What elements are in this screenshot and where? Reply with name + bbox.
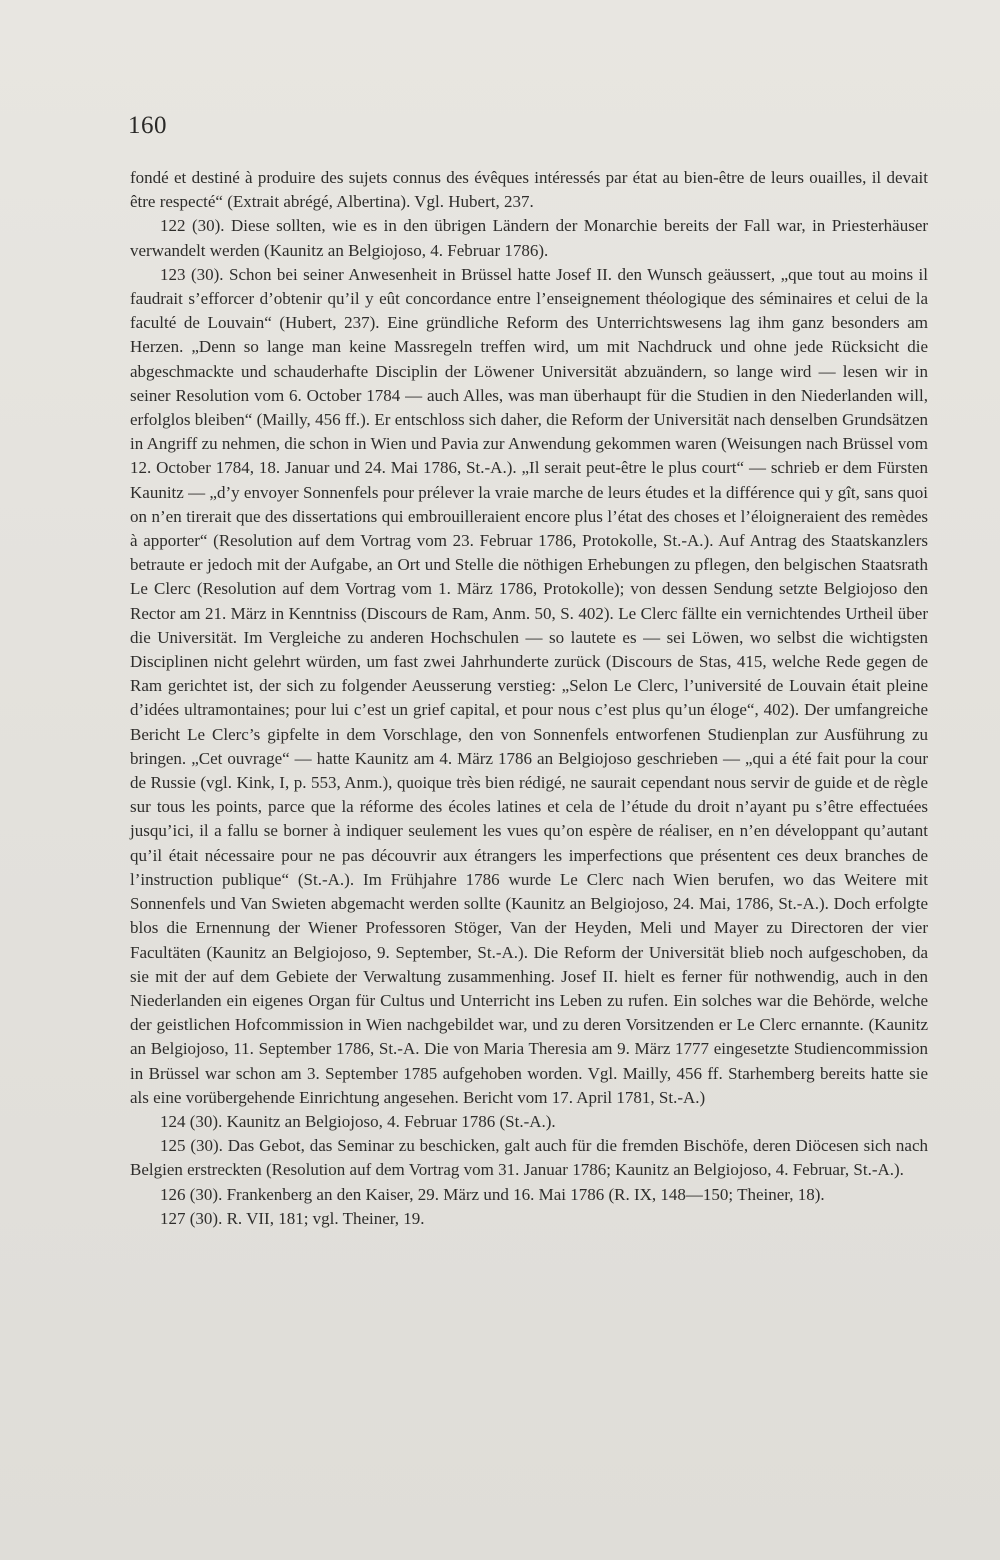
note-number: 123 [160, 264, 186, 284]
note-ref: (30). [190, 264, 224, 284]
note-text: Schon bei seiner Anwesenheit in Brüssel hatte Josef II. den Wunsch geäussert, „que tout au moins il faudrait s’efforcer d’obtenir qu’il y eût concordance entre l’enseignement théologique des séminaires et celui de la faculté de Louvain“ (Hubert, 237). Eine gründliche Reform des Unterrichtswesens lag ihm ganz besonders am Herzen. „Denn so lange man keine Massregeln treffen wird, um mit Nachdruck und ohne jede Rücksicht die abgeschmackte und schauderhafte Disciplin der Löwener Universität abzuändern, so lange wird — lesen wir in seiner Resolution vom 6. October 1784 — auch Alles, was man überhaupt für die Studien in den Niederlanden will, erfolglos bleiben“ (Mailly, 456 ff.). Er entschloss sich daher, die Reform der Universität nach denselben Grundsätzen in Angriff zu nehmen, die schon in Wien und Pavia zur Anwendung gekommen waren (Weisungen nach Brüssel vom 12. October 1784, 18. Januar und 24. Mai 1786, St.-A.). „Il serait peut-être le plus court“ — schrieb er dem Fürsten Kaunitz — „d’y envoyer Sonnenfels pour prélever la vraie marche de leurs études et la différence qui y gît, sans quoi on n’en tirerait que des dissertations qui embrouilleraient encore plus l’état des choses et l’éloigneraient des remèdes à apporter“ (Resolution auf dem Vortrag vom 23. Februar 1786, Protokolle, St.-A.). Auf Antrag des Staatskanzlers betraute er jedoch mit der Aufgabe, an Ort und Stelle die nöthigen Erhebungen zu pflegen, den belgischen Staatsrath Le Clerc (Resolution auf dem Vortrag vom 1. März 1786, Protokolle); von dessen Sendung setzte Belgiojoso den Rector am 21. März in Kenntniss (Discours de Ram, Anm. 50, S. 402). Le Clerc fällte ein vernichtendes Urtheil über die Universität. Im Vergleiche zu anderen Hochschulen — so lautete es — sei Löwen, wo selbst die wichtigsten Disciplinen nicht gelehrt würden, um fast zwei Jahrhunderte zurück (Discours de Stas, 415, welche Rede gegen de Ram gerichtet ist, der sich zu folgender Aeusserung verstieg: „Selon Le Clerc, l’université de Louvain était pleine d’idées ultramontaines; pour lui c’est un grief capital, et pour nous c’est plus qu’un éloge“, 402). Der umfangreiche Bericht Le Clerc’s gipfelte in dem Vorschlage, den von Sonnenfels entworfenen Studienplan zur Ausführung zu bringen. „Cet ouvrage“ — hatte Kaunitz am 4. März 1786 an Belgiojoso geschrieben — „qui a été fait pour la cour de Russie (vgl. Kink, I, p. 553, Anm.), quoique très bien rédigé, ne saurait cependant nous servir de guide et de règle sur tous les points, parce que la réforme des écoles latines et cela de l’étude du droit n’ayant pu s’être effectuées jusqu’ici, il a fallu se borner à indiquer seulement les vues qu’on espère de réaliser, en n’en développant qu’autant qu’il était nécessaire pour ne pas découvrir aux étrangers les imperfections que présentent ces deux branches de l’instruction publique“ (St.-A.). Im Frühjahre 1786 wurde Le Clerc nach Wien berufen, wo das Weitere mit Sonnenfels und Van Swieten abgemacht werden sollte (Kaunitz an Belgiojoso, 24. Mai, 1786, St.-A.). Doch erfolgte blos die Ernennung der Wiener Professoren Stöger, Van der Heyden, Meli und Mayer zu Directoren der vier Facultäten (Kaunitz an Belgiojoso, 9. September, St.-A.). Die Reform der Universität blieb noch aufgeschoben, da sie mit der auf dem Gebiete der Verwaltung zusammenhing. Josef II. hielt es ferner für nothwendig, auch in den Niederlanden ein eigenes Organ für Cultus und Unterricht ins Leben zu rufen. Ein solches war die Behörde, welche der geistlichen Hofcommission in Wien nachgebildet war, und zu deren Vorsitzenden er Le Clerc ernannte. (Kaunitz an Belgiojoso, 11. September 1786, St.-A. Die von Maria Theresia am 9. März 1777 eingesetzte Studiencommission in Brüssel war schon am 3. September 1785 aufgehoben worden. Vgl. Mailly, 456 ff. Starhemberg bereits hatte sie als eine vorübergehende Einrichtung angesehen. Bericht vom 17. April 1781, St.-A.) [130, 264, 928, 1107]
note-text: Das Gebot, das Seminar zu beschicken, galt auch für die fremden Bischöfe, deren Diöcesen sich nach Belgien erstreckten (Resolution auf dem Vortrag vom 31. Januar 1786; Kaunitz an Belgiojoso, 4. Februar, St.-A.). [130, 1136, 928, 1180]
note-number: 122 [160, 216, 186, 236]
note-ref: (30). [189, 1111, 223, 1131]
note-124 [130, 1110, 928, 1134]
note-text: Frankenberg an den Kaiser, 29. März und 16. Mai 1786 (R. IX, 148—150; Theiner, 18). [226, 1184, 825, 1204]
note-127 [130, 1207, 928, 1231]
note-123 [130, 263, 928, 1110]
note-ref: (30). [189, 1208, 223, 1228]
note-number: 127 [160, 1208, 186, 1228]
note-text: Diese sollten, wie es in den übrigen Ländern der Monarchie bereits der Fall war, in Priesterhäuser verwandelt werden (Kaunitz an Belgiojoso, 4. Februar 1786). [130, 216, 929, 260]
note-ref: (30). [191, 216, 225, 236]
note-122 [130, 214, 928, 262]
note-ref: (30). [190, 1136, 223, 1156]
note-number: 125 [160, 1136, 186, 1156]
continuation-paragraph: fondé et destiné à produire des sujets connus des évêques intéressés par état au bien-être de leurs ouailles, il devait être respecté“ (Extrait abrégé, Albertina). Vgl. Hubert, 237. [130, 168, 928, 212]
note-ref: (30). [189, 1184, 223, 1204]
page-number: 160 [128, 112, 167, 139]
endnotes-body [130, 166, 928, 1231]
note-125 [130, 1134, 928, 1182]
note-number: 126 [160, 1184, 186, 1204]
note-126 [130, 1183, 928, 1207]
note-text: Kaunitz an Belgiojoso, 4. Februar 1786 (St.-A.). [226, 1111, 556, 1131]
note-text: R. VII, 181; vgl. Theiner, 19. [226, 1208, 425, 1228]
note-number: 124 [160, 1111, 186, 1131]
